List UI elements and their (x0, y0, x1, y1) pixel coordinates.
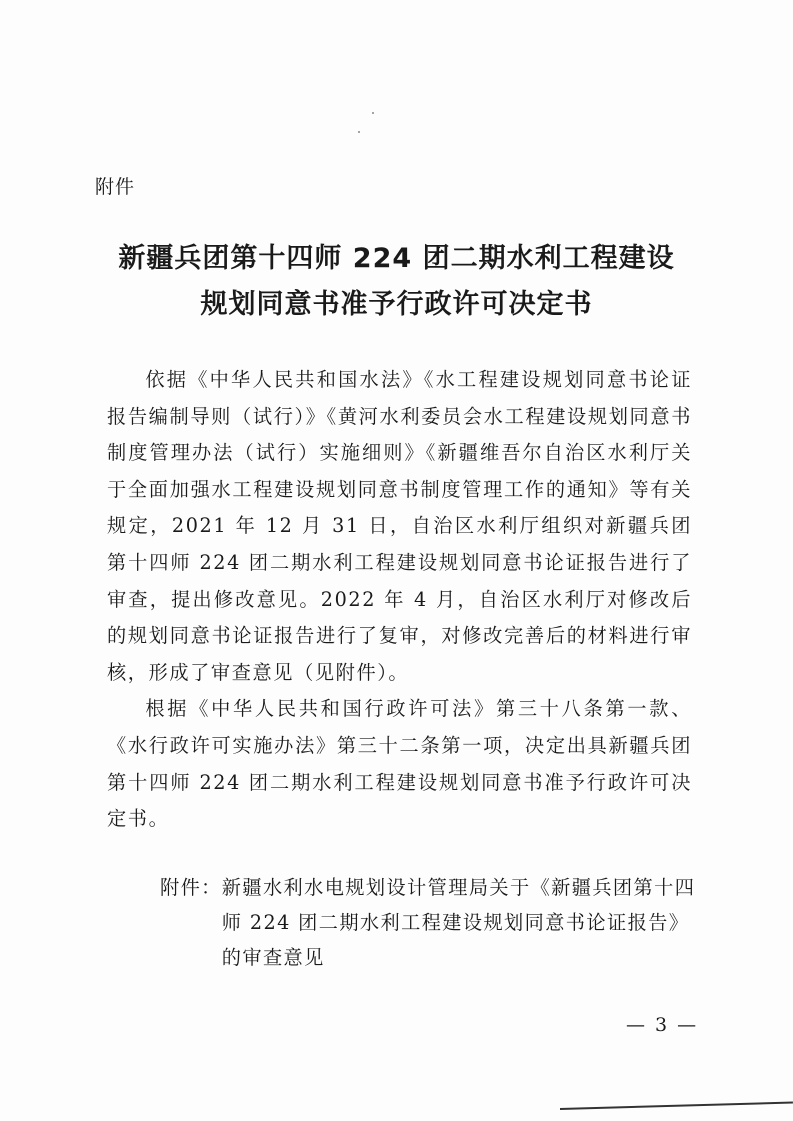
document-body (107, 362, 692, 838)
scan-edge-line (560, 1101, 793, 1110)
attachment-label: 附件 (95, 176, 136, 198)
document-title-line-2: 规划同意书准予行政许可决定书 (200, 289, 593, 320)
appendix-label: 附件： (160, 876, 222, 899)
appendix-text: 新疆水利水电规划设计管理局关于《新疆兵团第十四师 224 团二期水利工程建设规划同意书论证报告》的审查意见 (221, 876, 696, 969)
scan-speck (358, 131, 360, 133)
document-title-line-1: 新疆兵团第十四师 224 团二期水利工程建设 (118, 243, 675, 274)
appendix-note (160, 870, 700, 975)
body-paragraph-2: 根据《中华人民共和国行政许可法》第三十八条第一款、《水行政许可实施办法》第三十二条第一项，决定出具新疆兵团第十四师 224 团二期水利工程建设规划同意书准予行政许可决定书。 (107, 697, 692, 831)
body-paragraph-1: 依据《中华人民共和国水法》《水工程建设规划同意书论证报告编制导则（试行）》《黄河水利委员会水工程建设规划同意书制度管理办法（试行）实施细则》《新疆维吾尔自治区水利厅关于全面加强水工程建设规划同意书制度管理工作的通知》等有关规定，2021 年 12 月 31 日，自治区水利厅组织对新疆兵团第十四师 224 团二期水利工程建设规划同意书论证报告进行了审查，提出修改意见。2022 年 4 月，自治区水利厅对修改后的规划同意书论证报告进行了复审，对修改完善后的材料进行审核，形成了审查意见（见附件）。 (107, 368, 692, 684)
scan-speck (372, 112, 374, 114)
page-number: — 3 — (626, 1014, 699, 1036)
